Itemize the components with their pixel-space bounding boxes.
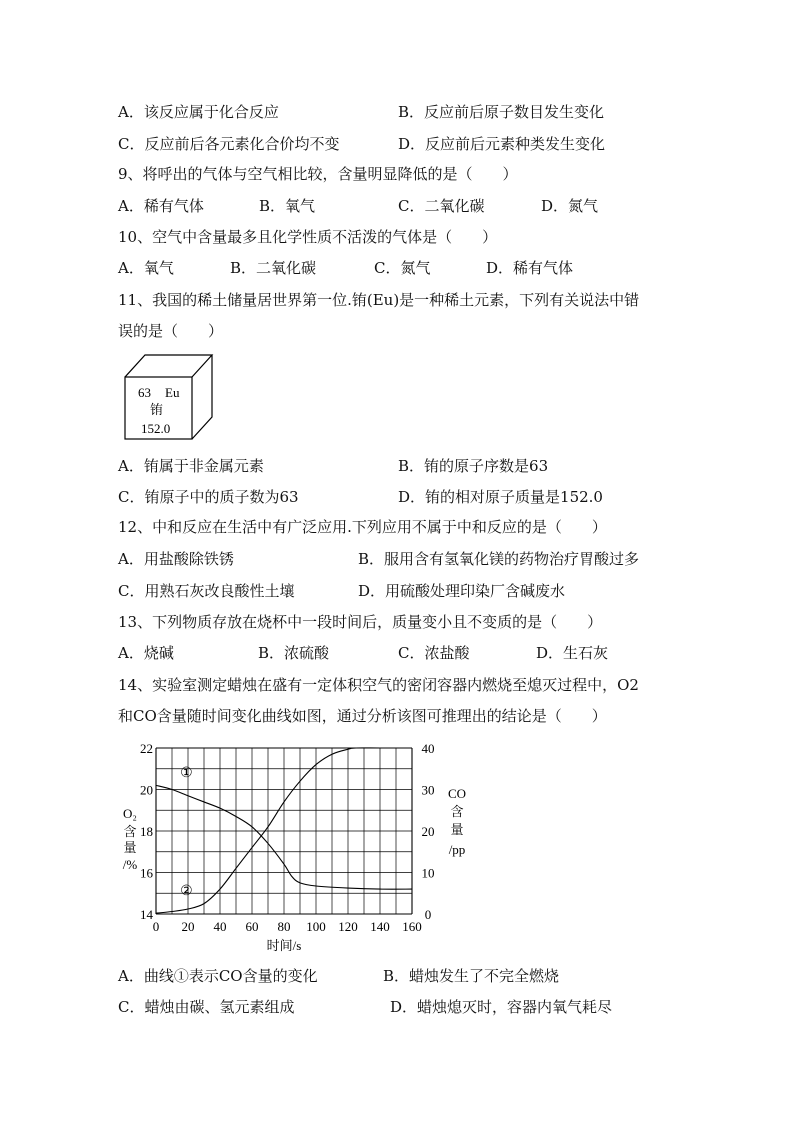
- y-left-axis-label: 量: [123, 840, 137, 855]
- y-left-axis-label: /%: [122, 857, 138, 872]
- element-number: 63: [138, 385, 151, 400]
- x-axis-label: 时间/s: [266, 938, 302, 953]
- y-left-tick-label: 18: [140, 824, 153, 839]
- y-left-tick-label: 22: [140, 741, 153, 756]
- element-name: 铕: [150, 402, 164, 417]
- q12-option-c: C．用熟石灰改良酸性土壤: [118, 582, 295, 600]
- y-right-axis-label: /pp: [448, 842, 466, 857]
- q14-option-a: A．曲线①表示CO含量的变化: [118, 967, 318, 985]
- q13-option-b: B．浓硫酸: [258, 644, 330, 662]
- y-right-tick-label: 30: [421, 782, 435, 798]
- q8-option-b: B．反应前后原子数目发生变化: [398, 103, 605, 121]
- element-cube: [120, 350, 220, 445]
- y-right-tick-label: 40: [421, 741, 435, 756]
- y-left-axis-label: 含: [123, 824, 137, 839]
- q8-option-c: C．反应前后各元素化合价均不变: [118, 135, 340, 153]
- y-right-axis-label: CO: [447, 786, 467, 801]
- x-tick-label: 80: [277, 919, 291, 934]
- y-right-axis-label: 量: [450, 822, 464, 837]
- q14-option-b: B．蜡烛发生了不完全燃烧: [383, 967, 560, 985]
- q10-option-c: C．氮气: [374, 259, 431, 277]
- q12-option-d: D．用硫酸处理印染厂含碱废水: [358, 582, 566, 600]
- q9-option-c: C．二氧化碳: [398, 197, 485, 215]
- element-symbol: Eu: [165, 385, 180, 400]
- y-left-axis-label: O₂: [123, 806, 137, 821]
- q8-option-a: A．该反应属于化合反应: [118, 103, 279, 121]
- q14-stem-line2: 和CO含量随时间变化曲线如图，通过分析该图可推理出的结论是（ ）: [118, 707, 607, 725]
- x-tick-label: 140: [370, 919, 390, 934]
- q12-option-a: A．用盐酸除铁锈: [118, 550, 234, 568]
- element-mass: 152.0: [141, 421, 171, 436]
- q11-option-a: A．铕属于非金属元素: [118, 457, 264, 475]
- q13-option-a: A．烧碱: [118, 644, 174, 662]
- q11-stem-line2: 误的是（ ）: [118, 322, 224, 340]
- y-left-tick-label: 20: [140, 782, 153, 798]
- series-2-marker: ②: [180, 883, 193, 899]
- q9-option-b: B．氧气: [259, 197, 316, 215]
- q10-option-b: B．二氧化碳: [230, 259, 317, 277]
- x-tick-label: 20: [181, 919, 195, 934]
- q14-stem-line1: 14、实验室测定蜡烛在盛有一定体积空气的密闭容器内燃烧至熄灭过程中，O2: [118, 676, 639, 694]
- q13-option-c: C．浓盐酸: [398, 644, 470, 662]
- q9-option-a: A．稀有气体: [118, 197, 204, 215]
- q11-option-b: B．铕的原子序数是63: [398, 457, 549, 475]
- q10-stem: 10、空气中含量最多且化学性质不活泼的气体是（ ）: [118, 228, 498, 246]
- q10-option-a: A．氧气: [118, 259, 174, 277]
- q13-option-d: D．生石灰: [536, 644, 609, 662]
- x-tick-label: 100: [306, 919, 326, 934]
- x-tick-label: 0: [152, 919, 160, 934]
- series-1-marker: ①: [180, 766, 193, 782]
- o2-co-chart: [110, 738, 490, 960]
- q11-option-c: C．铕原子中的质子数为63: [118, 488, 299, 506]
- y-left-tick-label: 16: [140, 865, 153, 881]
- y-right-axis-label: 含: [450, 804, 464, 819]
- q9-stem: 9、将呼出的气体与空气相比较，含量明显降低的是（ ）: [118, 165, 518, 183]
- x-tick-label: 40: [213, 919, 227, 934]
- q14-option-d: D．蜡烛熄灭时，容器内氧气耗尽: [390, 998, 613, 1016]
- y-right-tick-label: 0: [424, 907, 432, 922]
- y-right-tick-label: 10: [421, 865, 435, 881]
- q11-option-d: D．铕的相对原子质量是152.0: [398, 488, 603, 506]
- q12-stem: 12、中和反应在生活中有广泛应用.下列应用不属于中和反应的是（ ）: [118, 518, 607, 536]
- x-tick-label: 60: [245, 919, 259, 934]
- q11-stem-line1: 11、我国的稀土储量居世界第一位.铕(Eu)是一种稀土元素，下列有关说法中错: [118, 291, 640, 309]
- q8-option-d: D．反应前后元素种类发生变化: [398, 135, 606, 153]
- q14-option-c: C．蜡烛由碳、氢元素组成: [118, 998, 295, 1016]
- x-tick-label: 120: [338, 919, 358, 934]
- y-right-tick-label: 20: [421, 824, 435, 839]
- x-tick-label: 160: [402, 919, 422, 934]
- q13-stem: 13、下列物质存放在烧杯中一段时间后，质量变小且不变质的是（ ）: [118, 613, 603, 631]
- q10-option-d: D．稀有气体: [486, 259, 574, 277]
- q9-option-d: D．氮气: [541, 197, 599, 215]
- y-left-tick-label: 14: [140, 907, 153, 922]
- q12-option-b: B．服用含有氢氧化镁的药物治疗胃酸过多: [358, 550, 640, 568]
